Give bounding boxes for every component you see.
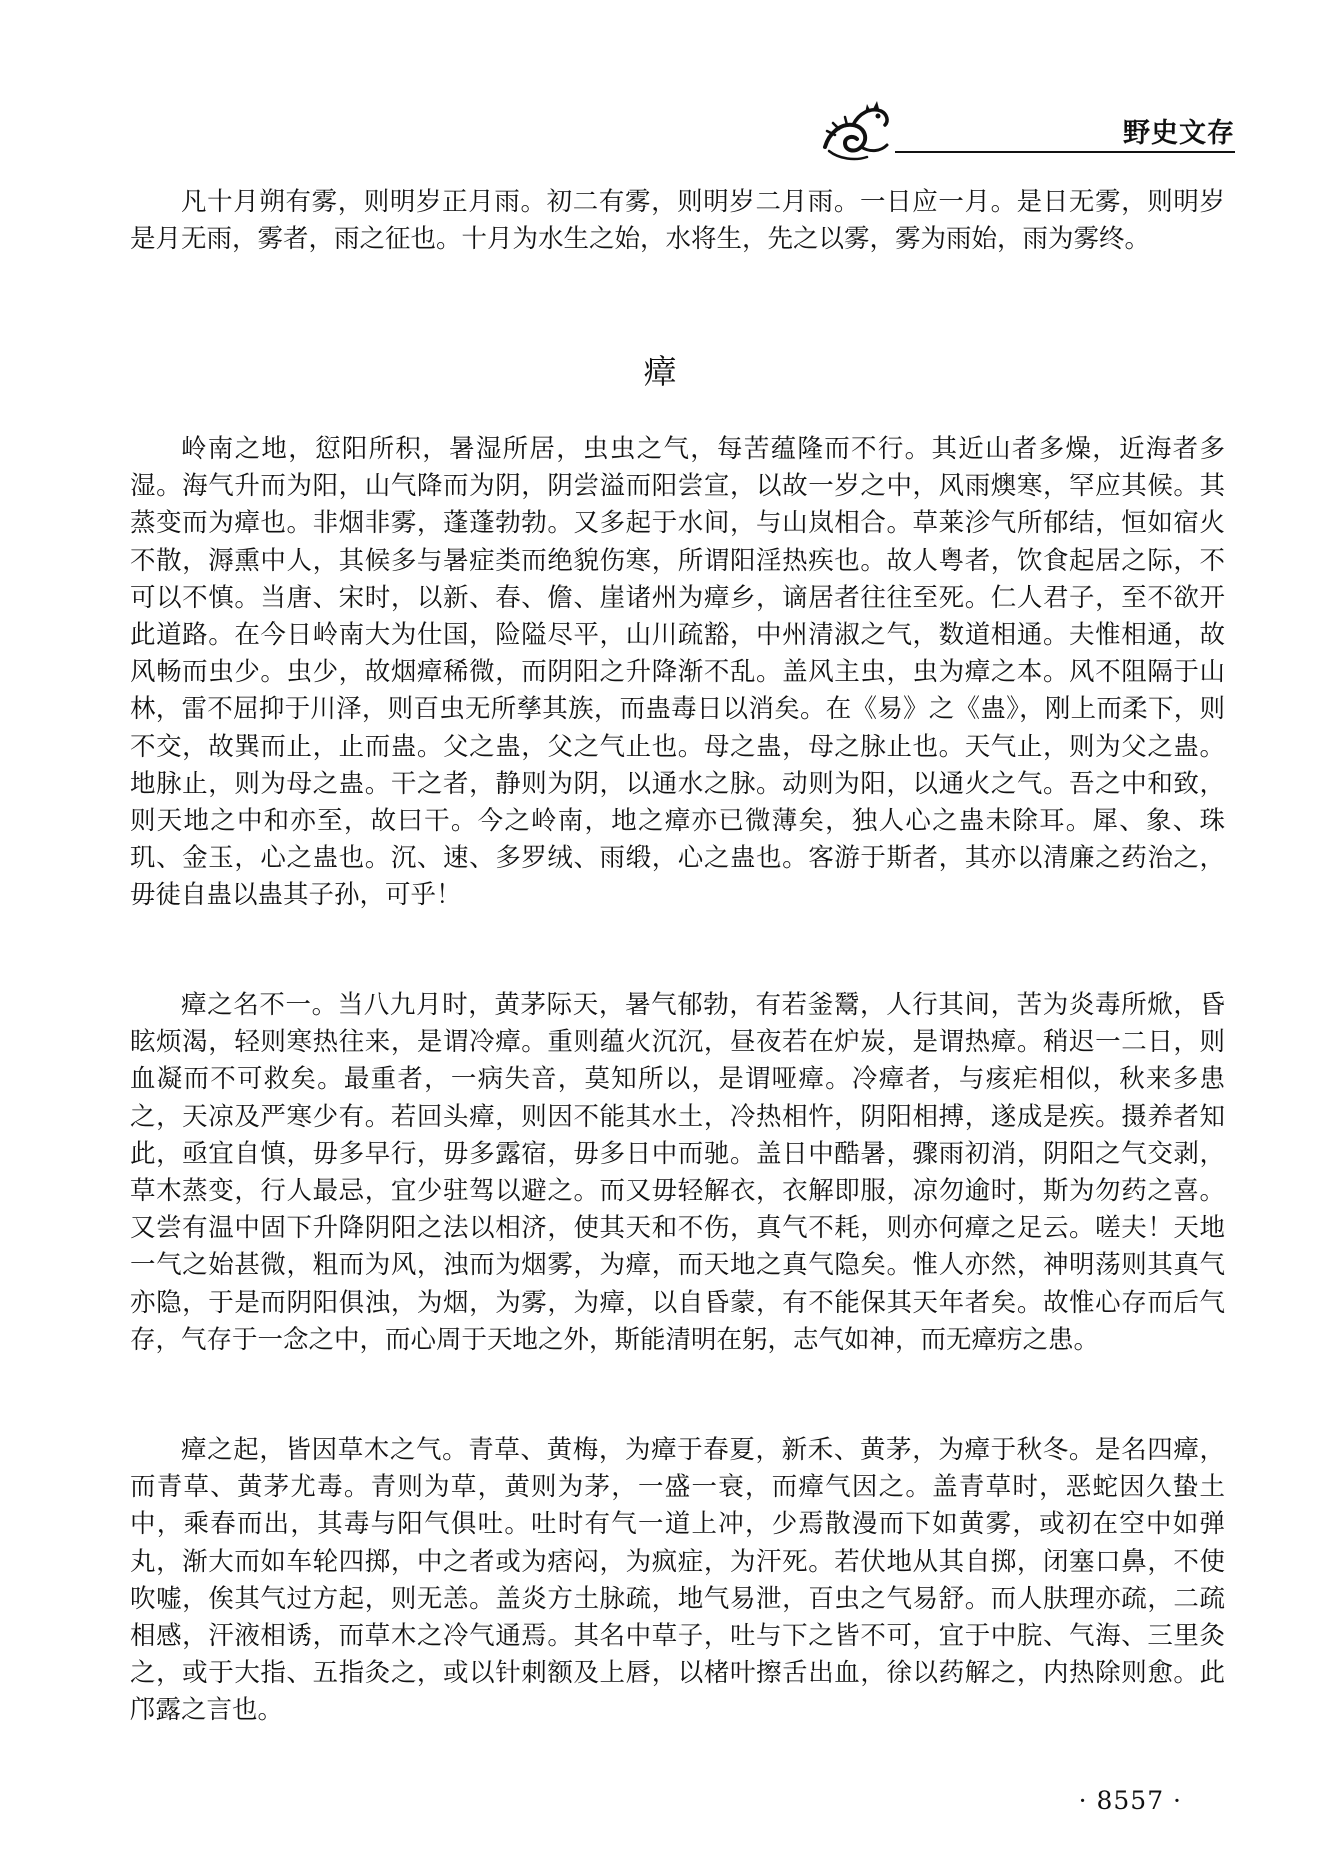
book-title: 野史文存 — [1123, 118, 1235, 149]
paragraph: 瘴之起，皆因草木之气。青草、黄梅，为瘴于春夏，新禾、黄茅，为瘴于秋冬。是名四瘴，而青草、黄茅尤毒。青则为草，黄则为茅，一盛一衰，而瘴气因之。盖青草时，恶蛇因久蛰土中，乘春而出，其毒与阳气俱吐。吐时有气一道上冲，少焉散漫而下如黄雾，或初在空中如弹丸，渐大而如车轮四掷，中之者或为痞闷，为疯症，为汗死。若伏地从其自掷，闭塞口鼻，不使吹嘘，俟其气过方起，则无恙。盖炎方土脉疏，地气易泄，百虫之气易舒。而人肤理亦疏，二疏相感，汗液相诱，而草木之冷气通焉。其名中草子，吐与下之皆不可，宜于中脘、气海、三里灸之，或于大指、五指灸之，或以针刺额及上唇，以楮叶擦舌出血，徐以药解之，内热除则愈。此邝露之言也。 — [130, 1435, 1225, 1726]
paragraph: 凡十月朔有雾，则明岁正月雨。初二有雾，则明岁二月雨。一日应一月。是日无雾，则明岁是月无雨，雾者，雨之征也。十月为水生之始，水将生，先之以雾，雾为雨始，雨为雾终。 — [130, 187, 1225, 255]
running-header — [815, 95, 1235, 167]
page-number: · 8557 · — [1078, 1786, 1182, 1815]
paragraph: 瘴之名不一。当八九月时，黄茅际天，暑气郁勃，有若釜鬵，人行其间，苦为炎毒所焮，昏眩烦渴，轻则寒热往来，是谓冷瘴。重则蕴火沉沉，昼夜若在炉炭，是谓热瘴。稍迟一二日，则血凝而不可救矣。最重者，一病失音，莫知所以，是谓哑瘴。冷瘴者，与痎疟相似，秋来多患之，天凉及严寒少有。若回头瘴，则因不能其水土，冷热相忤，阴阳相搏，遂成是疾。摄养者知此，亟宜自慎，毋多早行，毋多露宿，毋多日中而驰。盖日中酷暑，骤雨初消，阴阳之气交剥，草木蒸变，行人最忌，宜少驻驾以避之。而又毋轻解衣，衣解即服，凉勿逾时，斯为勿药之喜。又尝有温中固下升降阴阳之法以相济，使其天和不伤，真气不耗，则亦何瘴之足云。嗟夫！天地一气之始甚微，粗而为风，浊而为烟雾，为瘴，而天地之真气隐矣。惟人亦然，神明荡则其真气亦隐，于是而阴阳俱浊，为烟，为雾，为瘴，以自昏蒙，有不能保其天年者矣。故惟心存而后气存，气存于一念之中，而心周于天地之外，斯能清明在躬，志气如神，而无瘴疠之患。 — [130, 990, 1225, 1355]
section-heading: 瘴 — [643, 352, 679, 391]
dragon-emblem-icon — [815, 95, 895, 165]
paragraph: 岭南之地，愆阳所积，暑湿所居，虫虫之气，每苦蕴隆而不行。其近山者多燥，近海者多湿。海气升而为阳，山气降而为阴，阴尝溢而阳尝宣，以故一岁之中，风雨燠寒，罕应其候。其蒸变而为瘴也。非烟非雾，蓬蓬勃勃。又多起于水间，与山岚相合。草莱沴气所郁结，恒如宿火不散，溽熏中人，其候多与暑症类而绝貌伤寒，所谓阳淫热疾也。故人粤者，饮食起居之际，不可以不慎。当唐、宋时，以新、春、儋、崖诸州为瘴乡，谪居者往往至死。仁人君子，至不欲开此道路。在今日岭南大为仕国，险隘尽平，山川疏豁，中州清淑之气，数道相通。夫惟相通，故风畅而虫少。虫少，故烟瘴稀微，而阴阳之升降渐不乱。盖风主虫，虫为瘴之本。风不阻隔于山林，雷不屈抑于川泽，则百虫无所孳其族，而蛊毒日以消矣。在《易》之《蛊》，刚上而柔下，则不交，故巽而止，止而蛊。父之蛊，父之气止也。母之蛊，母之脉止也。天气止，则为父之蛊。地脉止，则为母之蛊。干之者，静则为阴，以通水之脉。动则为阳，以通火之气。吾之中和致，则天地之中和亦至，故曰干。今之岭南，地之瘴亦已微薄矣，独人心之蛊未除耳。犀、象、珠玑、金玉，心之蛊也。沉、速、多罗绒、雨缎，心之蛊也。客游于斯者，其亦以清廉之药治之，毋徒自蛊以蛊其子孙，可乎！ — [130, 434, 1225, 911]
header-rule — [895, 151, 1235, 153]
